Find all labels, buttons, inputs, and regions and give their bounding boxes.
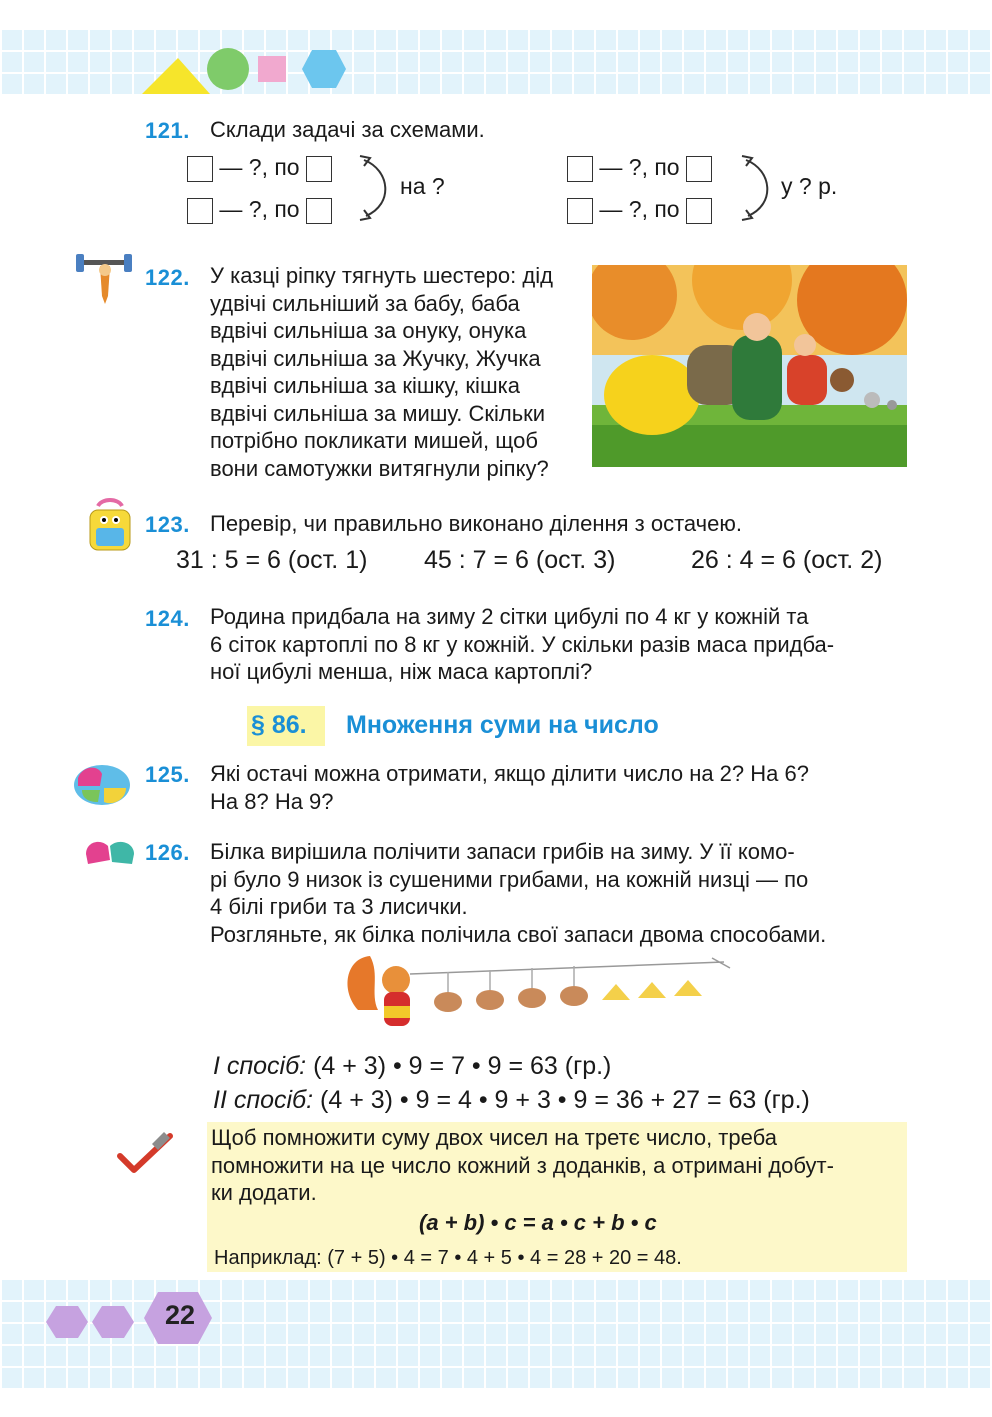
answer-box[interactable] [306, 198, 332, 224]
dumbbell-pencil-icon [74, 248, 136, 308]
method-1: І спосіб: (4 + 3) • 9 = 7 • 9 = 63 (гр.) [213, 1052, 612, 1080]
task-122-number: 122. [145, 265, 190, 290]
turnip-illustration [592, 265, 907, 467]
task-123-text: Перевір, чи правильно виконано ділення з остачею. [210, 511, 742, 536]
square-shape-icon [258, 56, 286, 82]
triangle-shape-icon [142, 58, 210, 94]
section-title: Множення суми на число [346, 711, 659, 739]
task-123-number: 123. [145, 512, 190, 537]
task-123-example-2: 45 : 7 = 6 (ост. 3) [424, 546, 616, 574]
answer-box[interactable] [187, 156, 213, 182]
scheme-left: — ?, по — ?, по [187, 146, 417, 230]
squirrel-mushrooms-illustration [340, 950, 732, 1042]
rule-text: Щоб помножити суму двох чисел на третє число, треба помножити на це число кожний з доданків, а отримані добут- ки додати. [211, 1125, 834, 1205]
answer-box[interactable] [567, 198, 593, 224]
task-121-number: 121. [145, 118, 190, 143]
answer-box[interactable] [567, 156, 593, 182]
task-123-example-3: 26 : 4 = 6 (ост. 2) [691, 546, 883, 574]
method-2: ІІ спосіб: (4 + 3) • 9 = 4 • 9 + 3 • 9 = 36 + 27 = 63 (гр.) [213, 1086, 810, 1114]
hexagon-shape-icon [302, 50, 346, 88]
scheme-right-label: у ? р. [781, 173, 838, 199]
task-126-number: 126. [145, 840, 190, 865]
page-number: 22 [164, 1300, 196, 1330]
task-125-number: 125. [145, 762, 190, 787]
checkmark-pencil-icon [114, 1130, 176, 1180]
rule-formula: (a + b) • c = a • c + b • c [419, 1210, 657, 1235]
hexagon-shape-icon [46, 1306, 88, 1338]
scheme-right: — ?, по — ?, по [567, 146, 797, 230]
task-123-example-1: 31 : 5 = 6 (ост. 1) [176, 546, 368, 574]
section-number: § 86. [247, 706, 325, 746]
answer-box[interactable] [686, 198, 712, 224]
scheme-left-label: на ? [400, 173, 445, 199]
answer-box[interactable] [686, 156, 712, 182]
backpack-mascot-icon [82, 498, 138, 554]
task-125-text: Які остачі можна отримати, якщо ділити число на 2? На 6? На 8? На 9? [210, 761, 809, 814]
header-shapes [140, 44, 350, 98]
puzzle-icon [82, 836, 138, 870]
rule-example: Наприклад: (7 + 5) • 4 = 7 • 4 + 5 • 4 = 28 + 20 = 48. [214, 1247, 682, 1269]
task-124-text: Родина придбала на зиму 2 сітки цибулі по 4 кг у кожній та 6 сіток картоплі по 8 кг у кожній. У скільки разів маса придба- ної цибулі менша, ніж маса картоплі? [210, 604, 835, 684]
compare-arrow-icon [740, 152, 776, 224]
hexagon-shape-icon [92, 1306, 134, 1338]
compare-arrow-icon [358, 152, 394, 224]
task-121-text: Склади задачі за схемами. [210, 117, 485, 142]
rule-box [207, 1122, 907, 1272]
answer-box[interactable] [306, 156, 332, 182]
circle-shape-icon [207, 48, 249, 90]
task-124-number: 124. [145, 606, 190, 631]
answer-box[interactable] [187, 198, 213, 224]
puzzle-icon [72, 762, 132, 808]
task-126-text: Білка вирішила полічити запаси грибів на зиму. У її комо- рі було 9 низок із сушеними грибами, на кожній низці — по 4 білі гриби та 3 лисички. Розгляньте, як білка полічила свої запаси двома способами. [210, 839, 827, 947]
task-122-text: У казці ріпку тягнуть шестеро: дід удвічі сильніший за бабу, баба вдвічі сильніша за онуку, онука вдвічі сильніша за Жучку, Жучка вдвічі сильніша за кішку, кішка вдвічі сильніша за мишу. Скільки потрібно покликати мишей, щоб вони самотужки витягнули ріпку? [210, 263, 553, 481]
